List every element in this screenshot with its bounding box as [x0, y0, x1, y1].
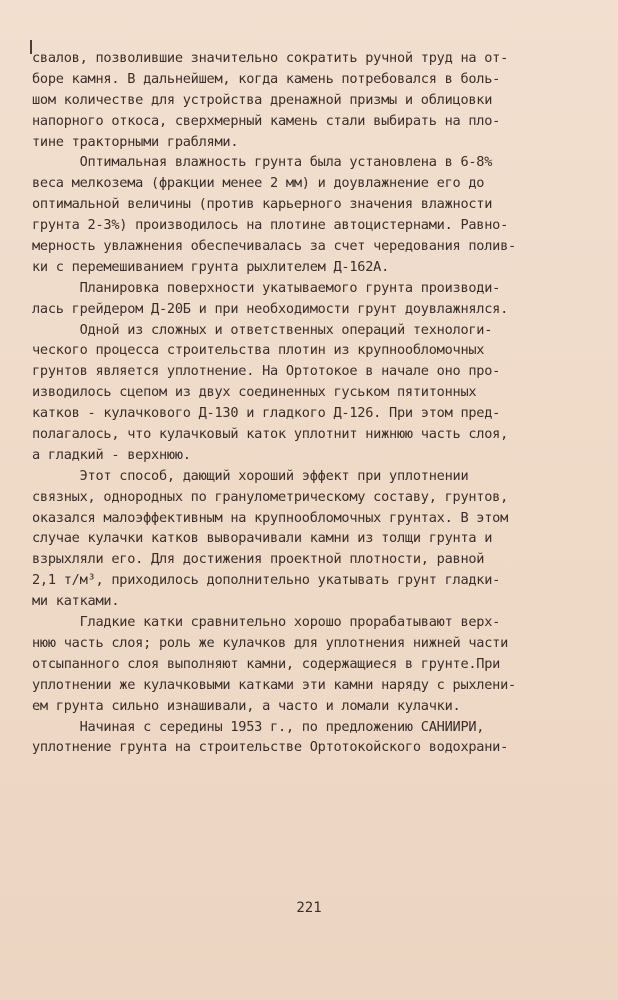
text-line: оказался малоэффективным на крупнообломочных грунтах. В этом — [32, 509, 509, 526]
text-line: 2,1 т/м³, приходилось дополнительно укатывать грунт гладки- — [32, 572, 501, 589]
text-line: взрыхляли его. Для достижения проектной плотности, равной — [32, 551, 485, 568]
text-line: веса мелкозема (фракции менее 2 мм) и доувлажнение его до — [32, 175, 485, 192]
text-line: отсыпанного слоя выполняют камни, содержащиеся в грунте.При — [32, 655, 501, 672]
text-line: тине тракторными граблями. — [32, 133, 239, 150]
text-line: Планировка поверхности укатываемого грунта производи- — [32, 279, 501, 296]
body-text — [32, 48, 582, 758]
text-line: шом количестве для устройства дренажной призмы и облицовки — [32, 91, 493, 108]
text-line: ки с перемешиванием грунта рыхлителем Д-162А. — [32, 258, 390, 275]
text-line: ем грунта сильно изнашивали, а часто и ломали кулачки. — [32, 697, 461, 714]
text-line: Этот способ, дающий хороший эффект при уплотнении — [32, 467, 469, 484]
text-line: нюю часть слоя; роль же кулачков для уплотнения нижней части — [32, 634, 509, 651]
text-line: катков - кулачкового Д-130 и гладкого Д-126. При этом пред- — [32, 405, 501, 422]
text-line: мерность увлажнения обеспечивалась за счет чередования полив- — [32, 238, 516, 255]
text-line: свалов, позволившие значительно сократить ручной труд на от- — [32, 50, 509, 66]
page-number: 221 — [296, 900, 322, 916]
text-line: изводилось сцепом из двух соединенных гуськом пятитонных — [32, 384, 477, 401]
text-line: оптимальной величины (против карьерного значения влажности — [32, 196, 493, 213]
text-line: а гладкий - верхнюю. — [32, 446, 191, 463]
text-line: связных, однородных по гранулометрическому составу, грунтов, — [32, 488, 509, 505]
text-line: уплотнение грунта на строительстве Ортотокойского водохрани- — [32, 739, 509, 756]
text-line: ми катками. — [32, 593, 120, 610]
text-line: уплотнении же кулачковыми катками эти камни наряду с рыхлени- — [32, 676, 516, 693]
text-line: лась грейдером Д-20Б и при необходимости грунт доувлажнялся. — [32, 300, 509, 317]
text-line: напорного откоса, сверхмерный камень стали выбирать на пло- — [32, 112, 501, 129]
text-line: Оптимальная влажность грунта была установлена в 6-8% — [32, 154, 493, 171]
text-line: ческого процесса строительства плотин из крупнообломочных — [32, 342, 485, 359]
text-line: Начиная с середины 1953 г., по предложению САНИИРИ, — [32, 718, 485, 735]
text-line: боре камня. В дальнейшем, когда камень потребовался в боль- — [32, 70, 501, 87]
text-line: грунта 2-3%) производилось на плотине автоцистернами. Равно- — [32, 217, 509, 234]
text-line: случае кулачки катков выворачивали камни из толщи грунта и — [32, 530, 493, 547]
text-line: Гладкие катки сравнительно хорошо прорабатывают верх- — [32, 614, 501, 631]
text-line: Одной из сложных и ответственных операций технологи- — [32, 321, 493, 338]
text-line: грунтов является уплотнение. На Ортотокое в начале оно про- — [32, 363, 501, 380]
text-line: полагалось, что кулачковый каток уплотнит нижнюю часть слоя, — [32, 426, 509, 443]
